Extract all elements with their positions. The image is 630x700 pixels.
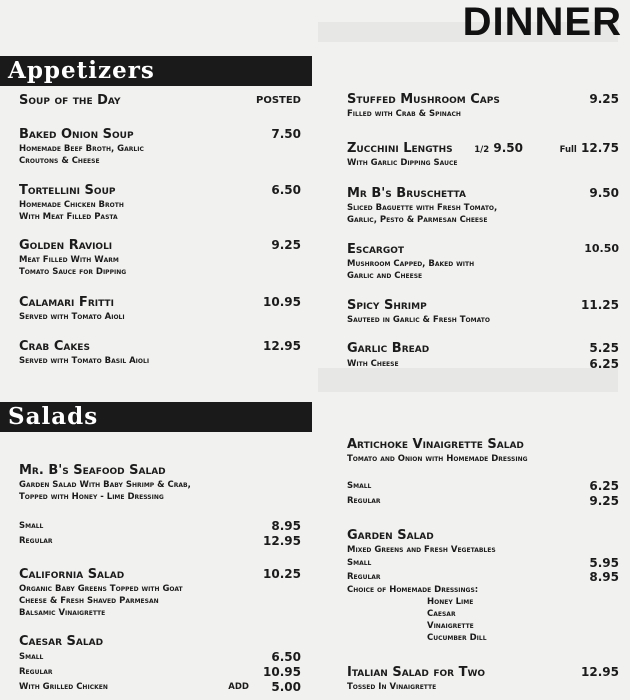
item-price: 12.95 — [581, 665, 619, 679]
item-description: Tomato Sauce for Dipping — [19, 267, 127, 277]
item-description: Cheese & Fresh Shaved Parmesan — [19, 596, 159, 606]
size-label: Small — [347, 558, 372, 568]
size-price: 8.95 — [589, 570, 619, 584]
menu-item — [347, 437, 619, 509]
item-option — [347, 357, 619, 372]
menu-item — [347, 242, 619, 282]
item-description: With Garlic Dipping Sauce — [347, 158, 458, 168]
size-label: Small — [19, 521, 44, 531]
size-price: 6.50 — [271, 650, 301, 664]
item-description: Tomato and Onion with Homemade Dressing — [347, 454, 528, 464]
size-price: 12.95 — [263, 534, 301, 548]
item-description: Organic Baby Greens Topped with Goat — [19, 584, 183, 594]
menu-item — [19, 183, 301, 223]
size-option — [347, 570, 619, 584]
menu-item — [347, 141, 619, 169]
item-name: Tortellini Soup — [19, 183, 116, 198]
item-price: 7.50 — [271, 127, 301, 141]
dressing-option: Cucumber Dill — [427, 633, 487, 643]
item-full-price — [560, 141, 619, 155]
item-name: Soup of the Day — [19, 93, 121, 108]
size-price: 6.25 — [589, 479, 619, 493]
item-name: Stuffed Mushroom Caps — [347, 92, 500, 107]
item-description: Garden Salad With Baby Shrimp & Crab, — [19, 480, 191, 490]
menu-item — [347, 665, 619, 693]
item-description: Garlic, Pesto & Parmesan Cheese — [347, 215, 488, 225]
dressing-option: Vinaigrette — [427, 621, 474, 631]
menu-item — [19, 93, 301, 109]
section-header-appetizers: Appetizers — [0, 56, 312, 86]
menu-item — [347, 528, 619, 644]
size-option — [19, 680, 301, 695]
item-price: 6.50 — [271, 183, 301, 197]
item-description: Filled with Crab & Spinach — [347, 109, 461, 119]
item-name: Mr B's Bruschetta — [347, 186, 466, 201]
size-option — [347, 494, 619, 509]
item-name: Baked Onion Soup — [19, 127, 134, 142]
full-label: Full — [559, 145, 577, 155]
option-label: With Cheese — [347, 359, 399, 369]
size-label: Regular — [347, 572, 381, 582]
item-price: 9.25 — [589, 92, 619, 106]
item-description: Topped with Honey - Lime Dressing — [19, 492, 164, 502]
item-name: Zucchini Lengths — [347, 141, 453, 156]
size-option — [347, 556, 619, 570]
item-price: 10.95 — [263, 295, 301, 309]
item-price: 9.50 — [589, 186, 619, 200]
item-half-price — [474, 141, 523, 155]
half-price: 9.50 — [493, 141, 523, 155]
item-name: Garden Salad — [347, 528, 434, 543]
item-name: Artichoke Vinaigrette Salad — [347, 437, 524, 452]
item-price: 11.25 — [581, 298, 619, 312]
size-label: With Grilled Chicken — [19, 682, 108, 692]
menu-item — [347, 92, 619, 120]
size-price: 10.95 — [263, 665, 301, 679]
item-price: 9.25 — [271, 238, 301, 252]
item-name: Garlic Bread — [347, 341, 430, 356]
menu-item — [19, 238, 301, 278]
size-price: 8.95 — [271, 519, 301, 533]
item-description: Tossed In Vinaigrette — [347, 682, 437, 692]
menu-item — [19, 634, 301, 695]
item-name: Calamari Fritti — [19, 295, 114, 310]
item-name: Golden Ravioli — [19, 238, 113, 253]
menu-item — [19, 567, 301, 619]
size-option — [19, 519, 301, 534]
menu-item — [19, 127, 301, 167]
section-header-salads: Salads — [0, 402, 312, 432]
item-description: Meat Filled With Warm — [19, 255, 119, 265]
full-price: 12.75 — [581, 141, 619, 155]
item-description: Mixed Greens and Fresh Vegetables — [347, 545, 496, 555]
item-name: Italian Salad for Two — [347, 665, 486, 680]
item-name: Spicy Shrimp — [347, 298, 427, 313]
menu-item — [347, 186, 619, 226]
item-price: 10.25 — [263, 567, 301, 581]
item-description: Homemade Beef Broth, Garlic — [19, 144, 144, 154]
dressing-option: Caesar — [427, 609, 456, 619]
item-description: Served with Tomato Aioli — [19, 312, 125, 322]
item-name: Mr. B's Seafood Salad — [19, 463, 166, 478]
item-name: California Salad — [19, 567, 125, 582]
item-description: Sliced Baguette with Fresh Tomato, — [347, 203, 498, 213]
page-title: DINNER — [462, 0, 622, 44]
size-label: Regular — [19, 536, 53, 546]
menu-item — [19, 463, 301, 549]
item-name: Escargot — [347, 242, 405, 257]
menu-item — [19, 295, 301, 323]
item-price: 5.25 — [589, 341, 619, 355]
dressing-label: Choice of Homemade Dressings: — [347, 585, 479, 595]
item-description: Mushroom Capped, Baked with — [347, 259, 475, 269]
size-label: Small — [19, 652, 44, 662]
size-label: Regular — [347, 496, 381, 506]
item-description: Served with Tomato Basil Aioli — [19, 356, 150, 366]
size-price: 5.00 — [271, 680, 301, 694]
item-name: Caesar Salad — [19, 634, 104, 649]
size-price: 9.25 — [589, 494, 619, 508]
menu-item — [19, 339, 301, 367]
half-label: 1/2 — [474, 145, 490, 155]
size-option — [19, 650, 301, 665]
menu-item — [347, 298, 619, 326]
menu-item — [347, 341, 619, 372]
size-option — [347, 479, 619, 494]
item-description: Sauteed in Garlic & Fresh Tomato — [347, 315, 490, 325]
item-price: 12.95 — [263, 339, 301, 353]
dressing-option: Honey Lime — [427, 597, 474, 607]
item-price: 10.50 — [584, 242, 619, 255]
size-label: Small — [347, 481, 372, 491]
size-price: 5.95 — [589, 556, 619, 570]
item-price: POSTED — [256, 95, 301, 106]
item-description: Homemade Chicken Broth — [19, 200, 124, 210]
item-description: With Meat Filled Pasta — [19, 212, 118, 222]
size-option — [19, 534, 301, 549]
size-label: Regular — [19, 667, 53, 677]
item-description: Balsamic Vinaigrette — [19, 608, 106, 618]
item-description: Garlic and Cheese — [347, 271, 423, 281]
item-name: Crab Cakes — [19, 339, 90, 354]
size-option — [19, 665, 301, 680]
option-price: 6.25 — [589, 357, 619, 371]
add-label: ADD — [228, 682, 249, 692]
item-description: Croutons & Cheese — [19, 156, 100, 166]
